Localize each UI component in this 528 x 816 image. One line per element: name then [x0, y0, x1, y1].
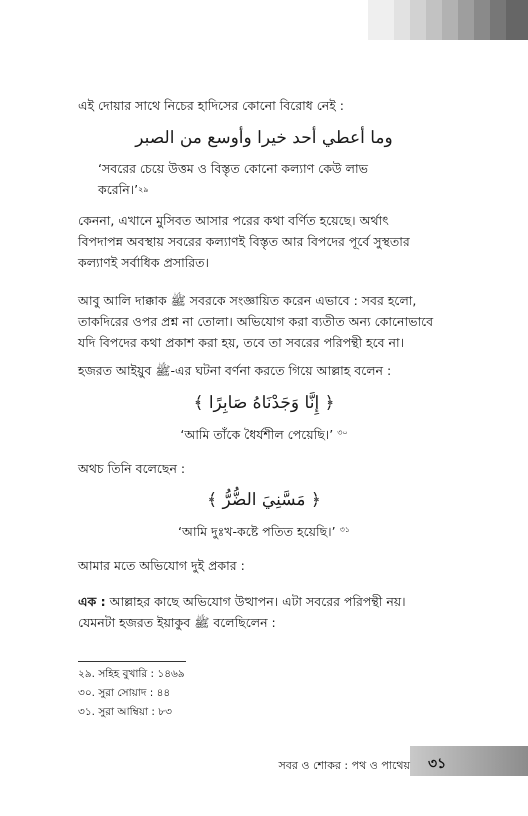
- translation-massaniya: [78, 524, 450, 544]
- paragraph-explanation: [78, 210, 450, 273]
- strip-segment: [474, 0, 490, 40]
- strip-segment: [506, 0, 528, 40]
- strip-segment: [410, 0, 426, 40]
- footnote-ref-29: ২৯: [138, 185, 149, 194]
- quote-line-2: করেনি।’: [98, 182, 139, 197]
- strip-segment: [442, 0, 458, 40]
- paragraph-however: অথচ তিনি বলেছেন :: [78, 461, 186, 476]
- paragraph-two-types: আমার মতে অভিযোগ দুই প্রকার :: [78, 558, 245, 573]
- strip-segment: [458, 0, 474, 40]
- quote-hadith-translation: [98, 158, 438, 200]
- footnote-31: ৩১. সুরা আম্বিয়া : ৮৩: [78, 706, 172, 718]
- quote-line-1: ‘সবরের চেয়ে উত্তম ও বিস্তৃত কোনো কল্যাণ কেউ লাভ: [98, 161, 368, 176]
- paragraph-definition-line-1: আবু আলি দাক্কাক ﷺ সবরকে সংজ্ঞায়িত করেন এভাবে : সবর হলো,: [78, 293, 417, 308]
- strip-segment: [368, 0, 394, 40]
- translation-massaniya-text: ‘আমি দুঃখ-কষ্টে পতিত হয়েছি।’: [178, 524, 336, 539]
- translation-sabir-text: ‘আমি তাঁকে ধৈর্যশীল পেয়েছি।’: [180, 427, 334, 442]
- paragraph-intro: এই দোয়ার সাথে নিচের হাদিসের কোনো বিরোধ নেই :: [78, 98, 344, 113]
- type-one-label: এক :: [78, 594, 106, 609]
- page-number: ৩১: [428, 756, 447, 772]
- header-decoration-strip: [368, 0, 528, 40]
- type-one-line-2: যেমনটা হজরত ইয়াকুব ﷺ বলেছিলেন :: [78, 615, 276, 630]
- paragraph-explanation-line-3: কল্যাণই সর্বাধিক প্রসারিত।: [78, 255, 209, 270]
- paragraph-definition-line-2: তাকদিরের ওপর প্রশ্ন না তোলা। অভিযোগ করা ব্যতীত অন্য কোনোভাবে: [78, 314, 434, 329]
- type-one-line-1: আল্লাহর কাছে অভিযোগ উত্থাপন। এটা সবরের পরিপন্থী নয়।: [105, 594, 406, 609]
- arabic-hadith: وما أعطي أحد خيرا وأوسع من الصبر: [135, 128, 393, 148]
- paragraph-explanation-line-2: বিপদাপন্ন অবস্থায় সবরের কল্যাণই বিস্তৃত আর বিপদের পূর্বে সুস্থতার: [78, 234, 410, 249]
- strip-segment: [394, 0, 410, 40]
- paragraph-definition-line-3: যদি বিপদের কথা প্রকাশ করা হয়, তবে তা সবরের পরিপন্থী হবে না।: [78, 335, 405, 350]
- arabic-ayah-sabir: ﴿ إِنَّا وَجَدْنَاهُ صَابِرًا ﴾: [193, 393, 335, 413]
- footnote-30: ৩০. সুরা সোয়াদ : ৪৪: [78, 687, 171, 699]
- strip-segment: [490, 0, 506, 40]
- footnote-29: ২৯. সহিহ বুখারি : ১৪৬৯: [78, 668, 185, 680]
- arabic-ayah-massaniya: ﴿ مَسَّنِيَ الضُّرُّ ﴾: [207, 490, 321, 510]
- footnote-ref-31: ৩১: [339, 525, 350, 534]
- translation-sabir: [78, 427, 450, 447]
- paragraph-definition: [78, 290, 450, 353]
- footnote-divider: [78, 661, 186, 662]
- paragraph-ayyub: হজরত আইয়ুব ﷺ-এর ঘটনা বর্ণনা করতে গিয়ে আল্লাহ বলেন :: [78, 363, 392, 378]
- running-footer-title: সবর ও শোকর : পথ ও পাথেয়: [278, 759, 410, 772]
- paragraph-type-one: [78, 591, 450, 633]
- strip-segment: [426, 0, 442, 40]
- footnote-ref-30: ৩০: [337, 428, 348, 437]
- paragraph-explanation-line-1: কেননা, এখানে মুসিবত আসার পরের কথা বর্ণিত হয়েছে। অর্থাৎ: [78, 213, 389, 228]
